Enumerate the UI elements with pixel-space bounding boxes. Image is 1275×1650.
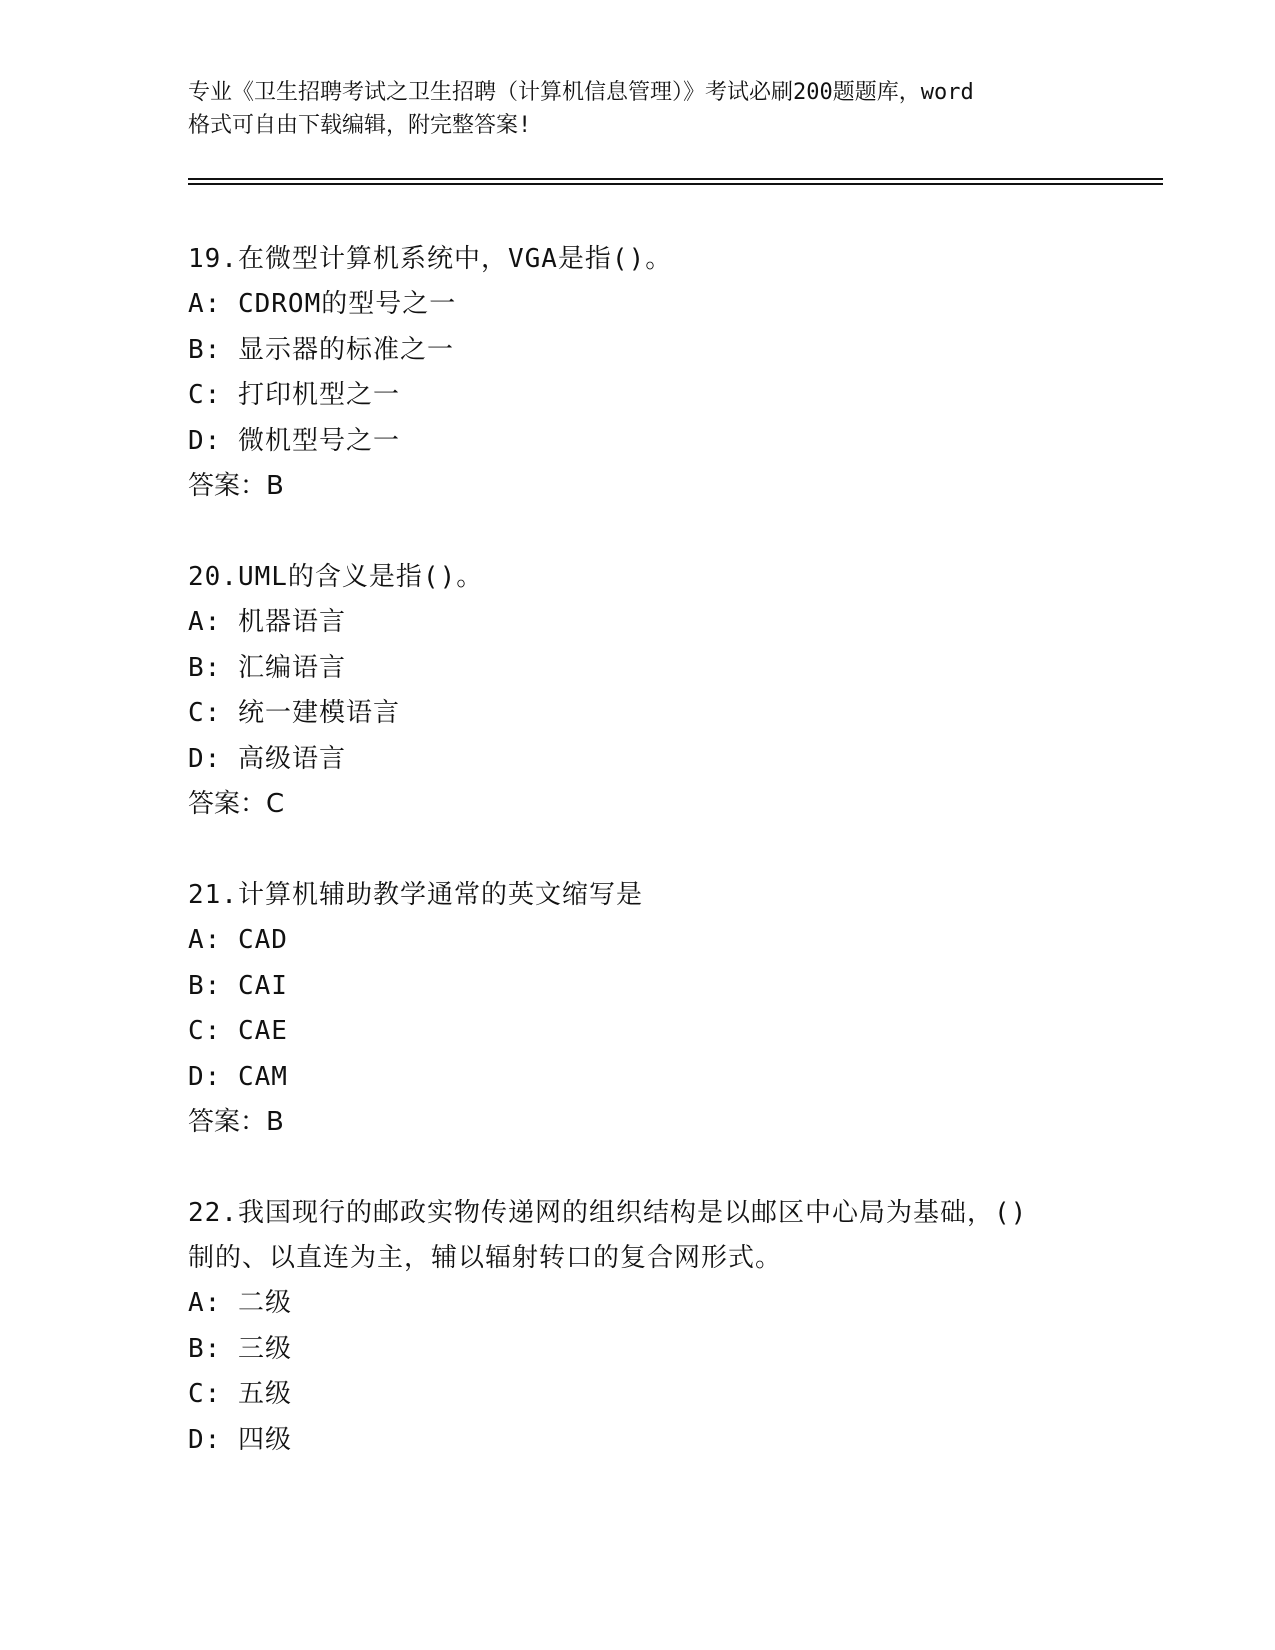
question-22 <box>188 1191 1128 1463</box>
option-a: A: CAD <box>188 925 288 955</box>
answer-line: 答案：B <box>188 471 284 501</box>
question-19 <box>188 237 1128 509</box>
header-line-2: 格式可自由下载编辑，附完整答案! <box>188 113 532 138</box>
question-21 <box>188 873 1128 1145</box>
option-d: D: CAM <box>188 1061 288 1092</box>
question-stem: 21.计算机辅助教学通常的英文缩写是 <box>188 880 643 910</box>
option-c: C: 统一建模语言 <box>188 698 400 728</box>
question-stem: 20.UML的含义是指()。 <box>188 562 484 592</box>
header-divider-bottom <box>188 183 1163 185</box>
option-a: A: 二级 <box>188 1288 292 1318</box>
question-stem: 19.在微型计算机系统中，VGA是指()。 <box>188 244 673 274</box>
option-a: A: CDROM的型号之一 <box>188 289 457 319</box>
question-stem-line-1: 22.我国现行的邮政实物传递网的组织结构是以邮区中心局为基础，() <box>188 1198 1028 1228</box>
option-d: D: 微机型号之一 <box>188 425 400 456</box>
answer-line: 答案：C <box>188 789 285 819</box>
option-b: B: 显示器的标准之一 <box>188 334 454 365</box>
header-line-1: 专业《卫生招聘考试之卫生招聘（计算机信息管理）》考试必刷200题题库，word <box>188 80 974 105</box>
option-c: C: 打印机型之一 <box>188 380 400 410</box>
option-c: C: 五级 <box>188 1379 292 1409</box>
question-list <box>188 237 1128 1509</box>
option-c: C: CAE <box>188 1016 288 1046</box>
option-b: B: 汇编语言 <box>188 652 346 683</box>
document-header <box>188 76 1088 142</box>
option-d: D: 高级语言 <box>188 743 346 774</box>
option-b: B: 三级 <box>188 1333 292 1364</box>
option-d: D: 四级 <box>188 1424 292 1455</box>
answer-line: 答案：B <box>188 1107 284 1137</box>
question-20 <box>188 555 1128 827</box>
option-a: A: 机器语言 <box>188 607 346 637</box>
question-stem-line-2: 制的、以直连为主，辅以辐射转口的复合网形式。 <box>188 1243 783 1273</box>
header-divider-top <box>188 178 1163 180</box>
option-b: B: CAI <box>188 970 288 1001</box>
